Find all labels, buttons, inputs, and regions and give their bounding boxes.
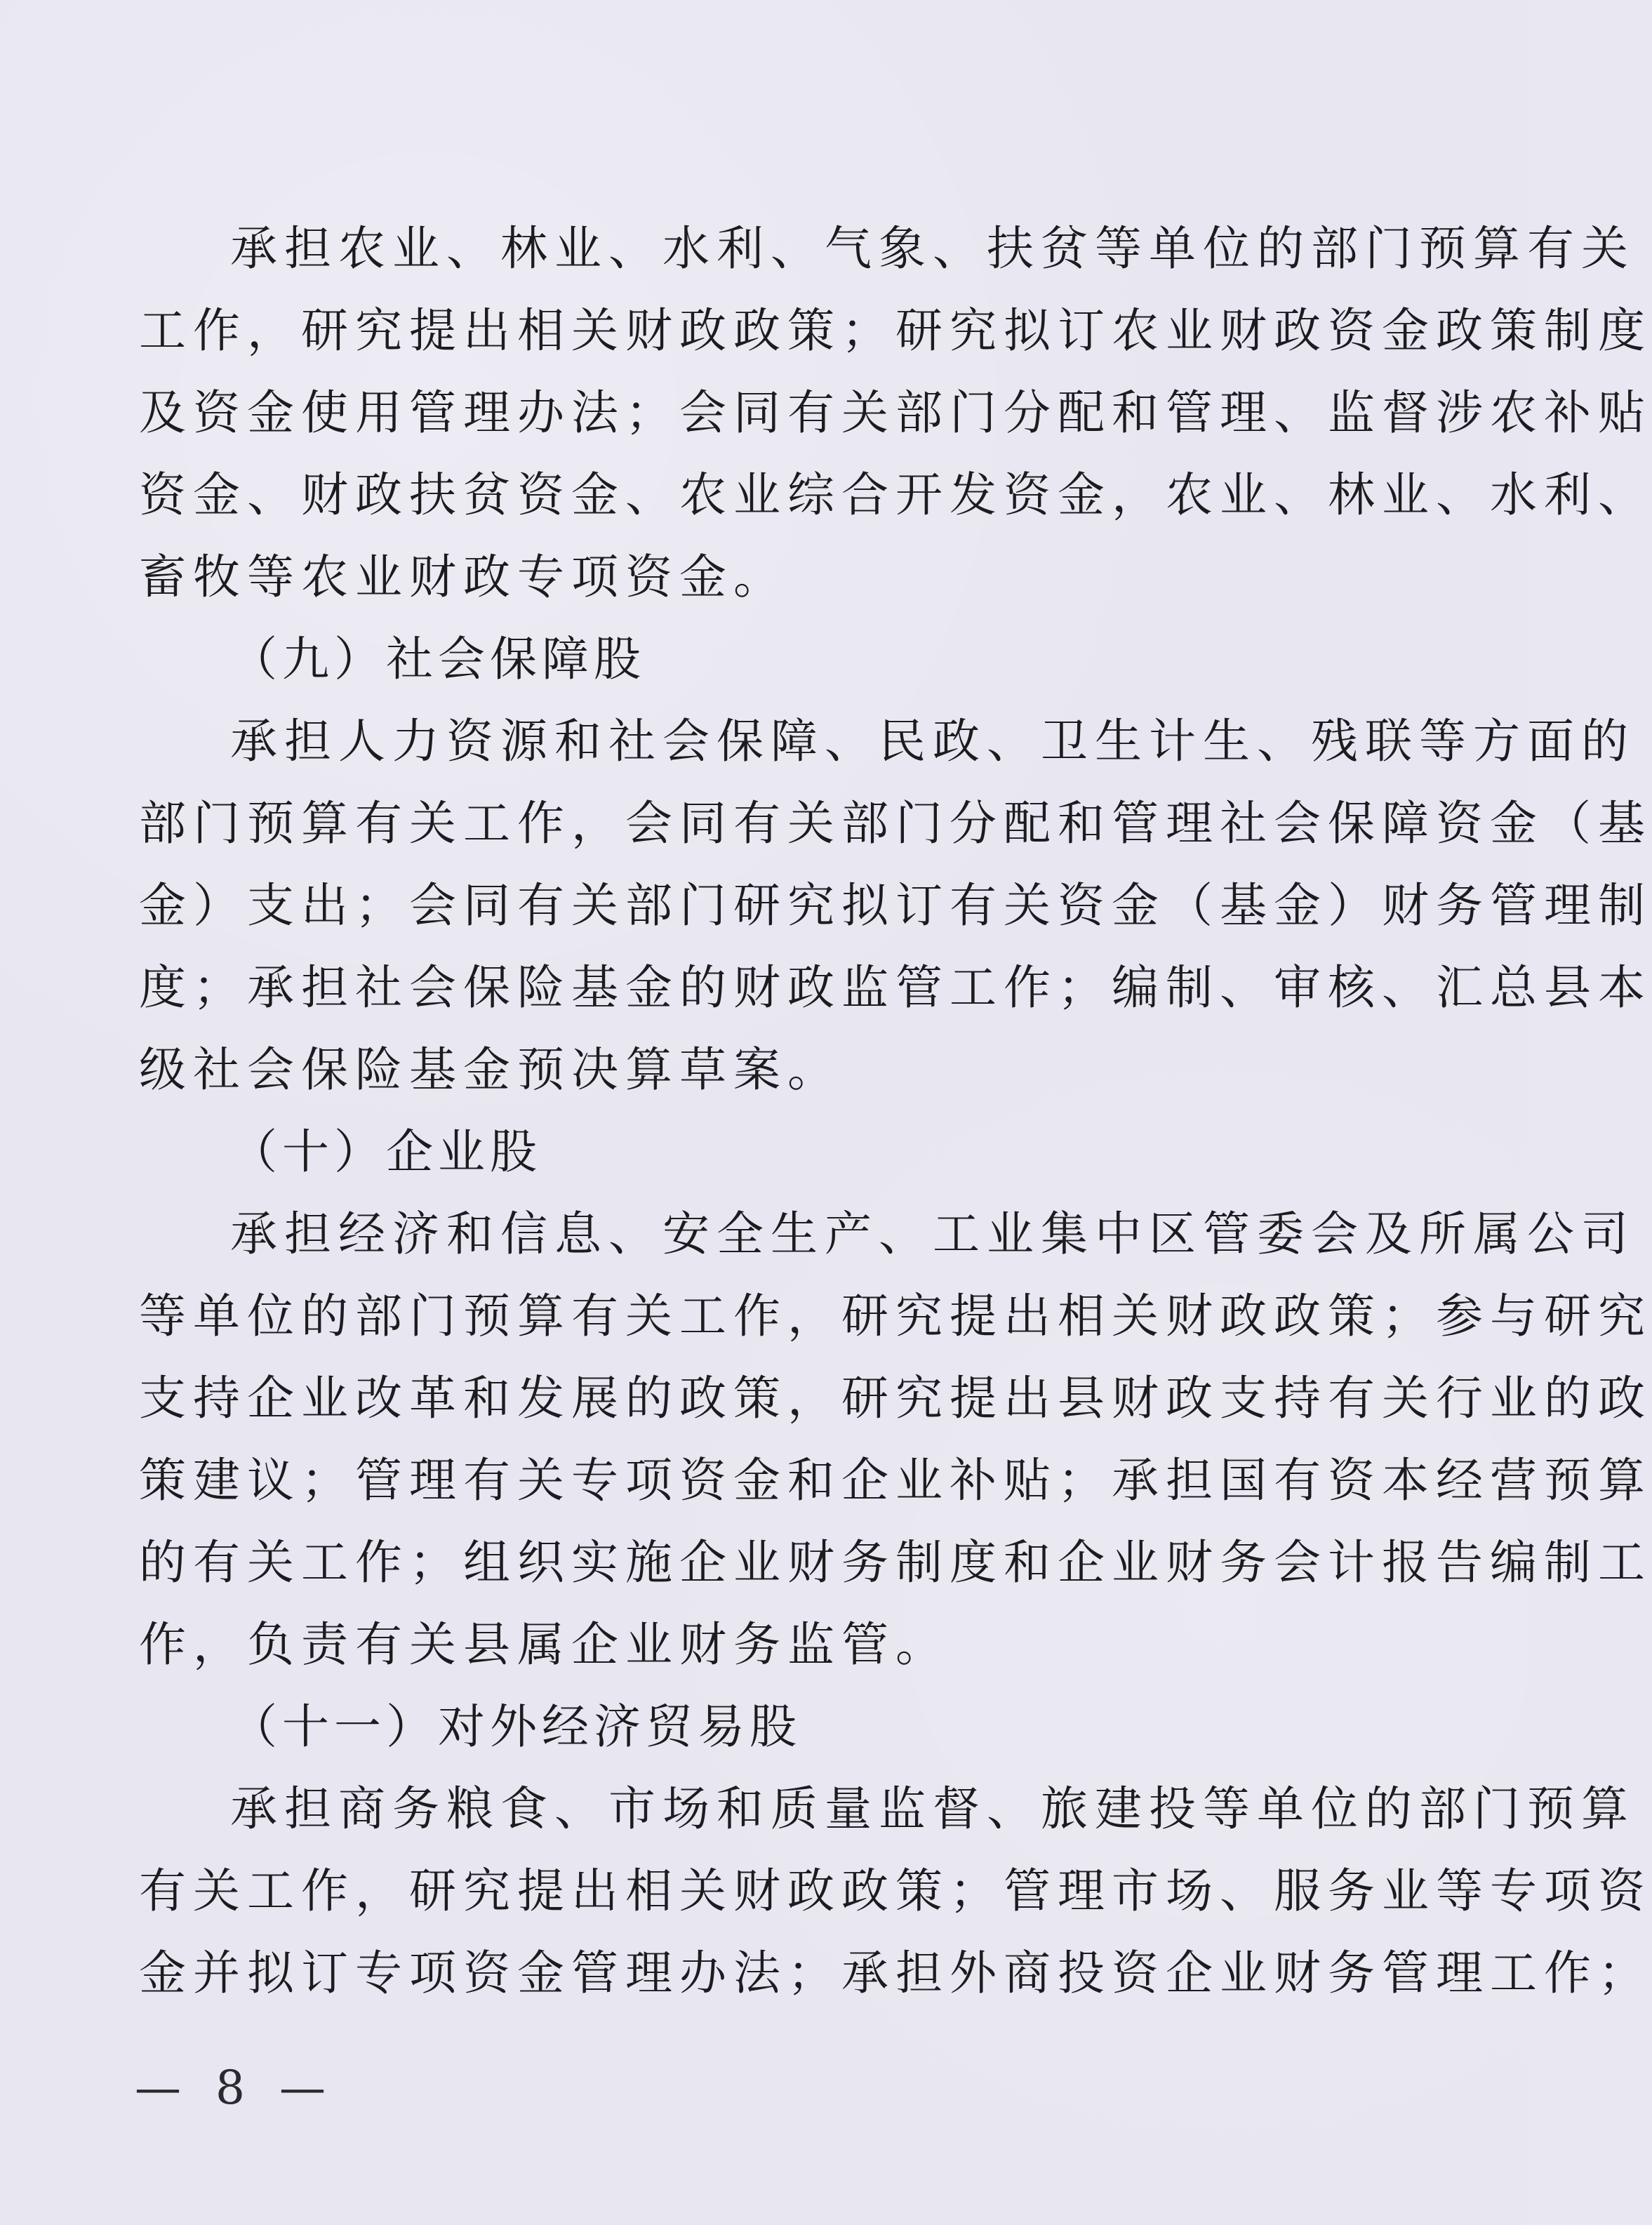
paragraph-line: 承担农业、林业、水利、气象、扶贫等单位的部门预算有关 (230, 221, 1635, 276)
paragraph-line: 支持企业改革和发展的政策，研究提出县财政支持有关行业的政 (139, 1371, 1652, 1426)
paragraph-line: 金并拟订专项资金管理办法；承担外商投资企业财务管理工作； (139, 1946, 1652, 2000)
paragraph-line: 金）支出；会同有关部门研究拟订有关资金（基金）财务管理制 (139, 878, 1652, 933)
section-heading: （十一）对外经济贸易股 (230, 1699, 801, 1754)
paragraph-line: 承担人力资源和社会保障、民政、卫生计生、残联等方面的 (230, 714, 1635, 769)
section-foreign-trade (139, 1686, 1652, 2014)
paragraph-line: 作，负责有关县属企业财务监管。 (139, 1617, 950, 1672)
paragraph-line: 及资金使用管理办法；会同有关部门分配和管理、监督涉农补贴 (139, 385, 1652, 440)
paragraph-line: 部门预算有关工作，会同有关部门分配和管理社会保障资金（基 (139, 796, 1652, 851)
section-agriculture (139, 208, 1652, 618)
paragraph-line: 有关工作，研究提出相关财政政策；管理市场、服务业等专项资 (139, 1864, 1652, 1918)
page-number: — 8 — (135, 2061, 335, 2115)
paragraph-line: 的有关工作；组织实施企业财务制度和企业财务会计报告编制工 (139, 1535, 1652, 1590)
document-content (139, 208, 1652, 2014)
paragraph-line: 承担商务粮食、市场和质量监督、旅建投等单位的部门预算 (230, 1781, 1635, 1836)
paragraph-line: 策建议；管理有关专项资金和企业补贴；承担国有资本经营预算 (139, 1453, 1652, 1508)
paragraph-line: 承担经济和信息、安全生产、工业集中区管委会及所属公司 (230, 1207, 1635, 1261)
section-social-security (139, 618, 1652, 1111)
paragraph-line: 级社会保险基金预决算草案。 (139, 1042, 841, 1097)
section-heading: （九）社会保障股 (230, 632, 646, 686)
section-enterprise (139, 1111, 1652, 1686)
paragraph-line: 资金、财政扶贫资金、农业综合开发资金，农业、林业、水利、 (139, 467, 1652, 522)
section-heading: （十）企业股 (230, 1124, 542, 1179)
paragraph-line: 度；承担社会保险基金的财政监管工作；编制、审核、汇总县本 (139, 960, 1652, 1015)
paragraph-line: 等单位的部门预算有关工作，研究提出相关财政政策；参与研究 (139, 1289, 1652, 1343)
paragraph-line: 工作，研究提出相关财政政策；研究拟订农业财政资金政策制度 (139, 303, 1652, 358)
paragraph-line: 畜牧等农业财政专项资金。 (139, 550, 787, 604)
